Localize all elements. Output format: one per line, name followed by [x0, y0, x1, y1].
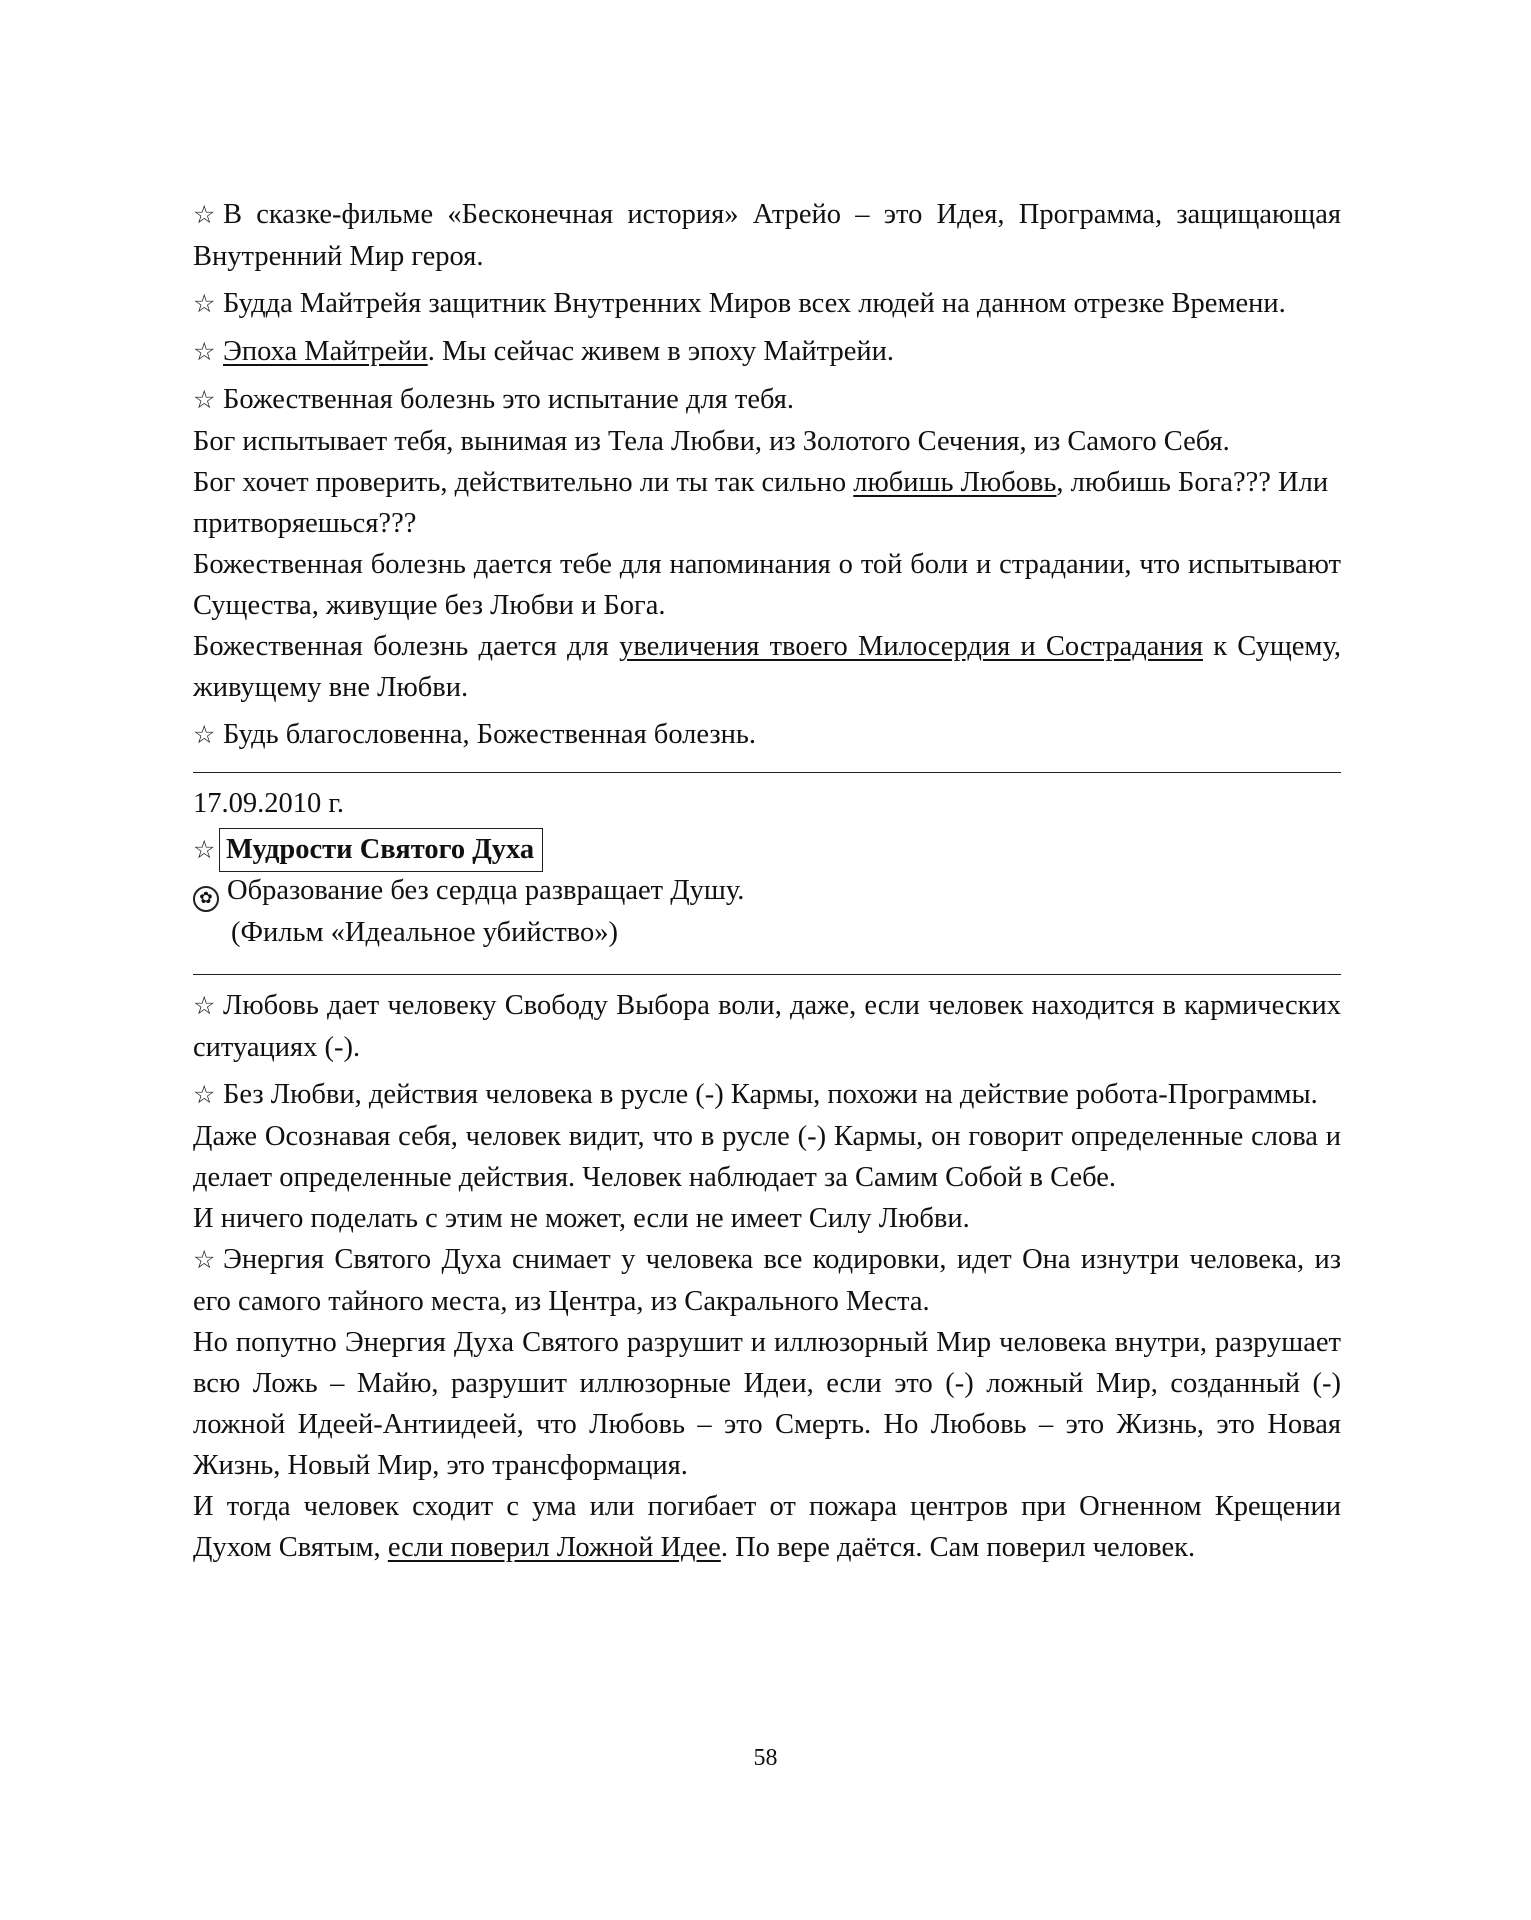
paragraph-robot: ☆ Без Любви, действия человека в русле (-) Кармы, похожи на действие робота-Программы. — [193, 1074, 1341, 1116]
paragraph-power-of-love: И ничего поделать с этим не может, если не имеет Силу Любви. — [193, 1203, 970, 1234]
underlined-love: любишь Любовь — [853, 467, 1057, 498]
paragraph-awareness: Даже Осознавая себя, человек видит, что в русле (-) Кармы, он говорит определенные слова и делает определенные действия. Человек наблюдает за Самим Собой в Себе. — [193, 1121, 1341, 1193]
underlined-false-idea: если поверил Ложной Идее — [387, 1532, 721, 1563]
star-icon: ☆ — [193, 291, 216, 318]
underlined-mercy: увеличения твоего Милосердия и Сострадания — [619, 631, 1203, 662]
paragraph-maitreya: ☆ Будда Майтрейя защитник Внутренних Миров всех людей на данном отрезке Времени. — [193, 283, 1341, 325]
divider-line — [193, 974, 1341, 975]
paragraph-freedom: ☆ Любовь дает человеку Свободу Выбора воли, даже, если человек находится в кармических ситуациях (-). — [193, 985, 1341, 1068]
star-icon: ☆ — [193, 837, 216, 864]
star-icon: ☆ — [193, 722, 216, 749]
divider-line — [193, 772, 1341, 773]
paragraph-atreyu: ☆ В сказке-фильме «Бесконечная история» Атрейо – это Идея, Программа, защищающая Внутренний Мир героя. — [193, 194, 1341, 277]
entry-quote: ✿ Образование без сердца развращает Душу. — [193, 872, 1341, 912]
flower-icon: ✿ — [193, 886, 219, 912]
star-icon: ☆ — [193, 339, 216, 366]
paragraph-reminder: Божественная болезнь дается тебе для напоминания о той боли и страдании, что испытывают Существа, живущие без Любви и Бога. — [193, 549, 1341, 621]
underlined-epoch: Эпоха Майтрейи — [223, 336, 428, 367]
page-number: 58 — [753, 1745, 778, 1771]
paragraph-epoch: ☆ Эпоха Майтрейи. Мы сейчас живем в эпоху Майтрейи. — [193, 331, 1341, 373]
paragraph-baptism: И тогда человек сходит с ума или погибает от пожара центров при Огненном Крещении Духом Святым, если поверил Ложной Идее. По вере даётся. Сам поверил человек. — [193, 1491, 1341, 1563]
entry-title-row — [193, 828, 1341, 872]
star-icon: ☆ — [193, 1082, 216, 1109]
paragraph-blessed: ☆ Будь благословенна, Божественная болезнь. — [193, 714, 1341, 756]
paragraph-god-tests: Бог испытывает тебя, вынимая из Тела Любви, из Золотого Сечения, из Самого Себя. — [193, 426, 1230, 457]
paragraph-destruction: Но попутно Энергия Духа Святого разрушит и иллюзорный Мир человека внутри, разрушает всю Ложь – Майю, разрушит иллюзорные Идеи, если это (-) ложный Мир, созданный (-) ложной Идеей-Антиидеей, что Любовь – это Смерть. Но Любовь – это Жизнь, это Новая Жизнь, Новый Мир, это трансформация. — [193, 1327, 1341, 1481]
paragraph-holy-spirit: ☆ Энергия Святого Духа снимает у человека все кодировки, идет Она изнутри человека, из его самого тайного места, из Центра, из Сакрального Места. — [193, 1239, 1341, 1322]
entry-date: 17.09.2010 г. — [193, 788, 344, 819]
paragraph-mercy: Божественная болезнь дается для увеличения твоего Милосердия и Сострадания к Сущему, живущему вне Любви. — [193, 631, 1341, 703]
paragraph-god-checks: Бог хочет проверить, действительно ли ты так сильно любишь Любовь, любишь Бога??? Или притворяешься??? — [193, 467, 1329, 539]
star-icon: ☆ — [193, 993, 216, 1020]
star-icon: ☆ — [193, 387, 216, 414]
entry-title: Мудрости Святого Духа — [219, 828, 543, 872]
paragraph-divine-illness: ☆ Божественная болезнь это испытание для тебя. — [193, 379, 1341, 421]
page-content — [193, 194, 1341, 1568]
star-icon: ☆ — [193, 1247, 216, 1274]
star-icon: ☆ — [193, 202, 216, 229]
entry-source: (Фильм «Идеальное убийство») — [231, 917, 618, 948]
